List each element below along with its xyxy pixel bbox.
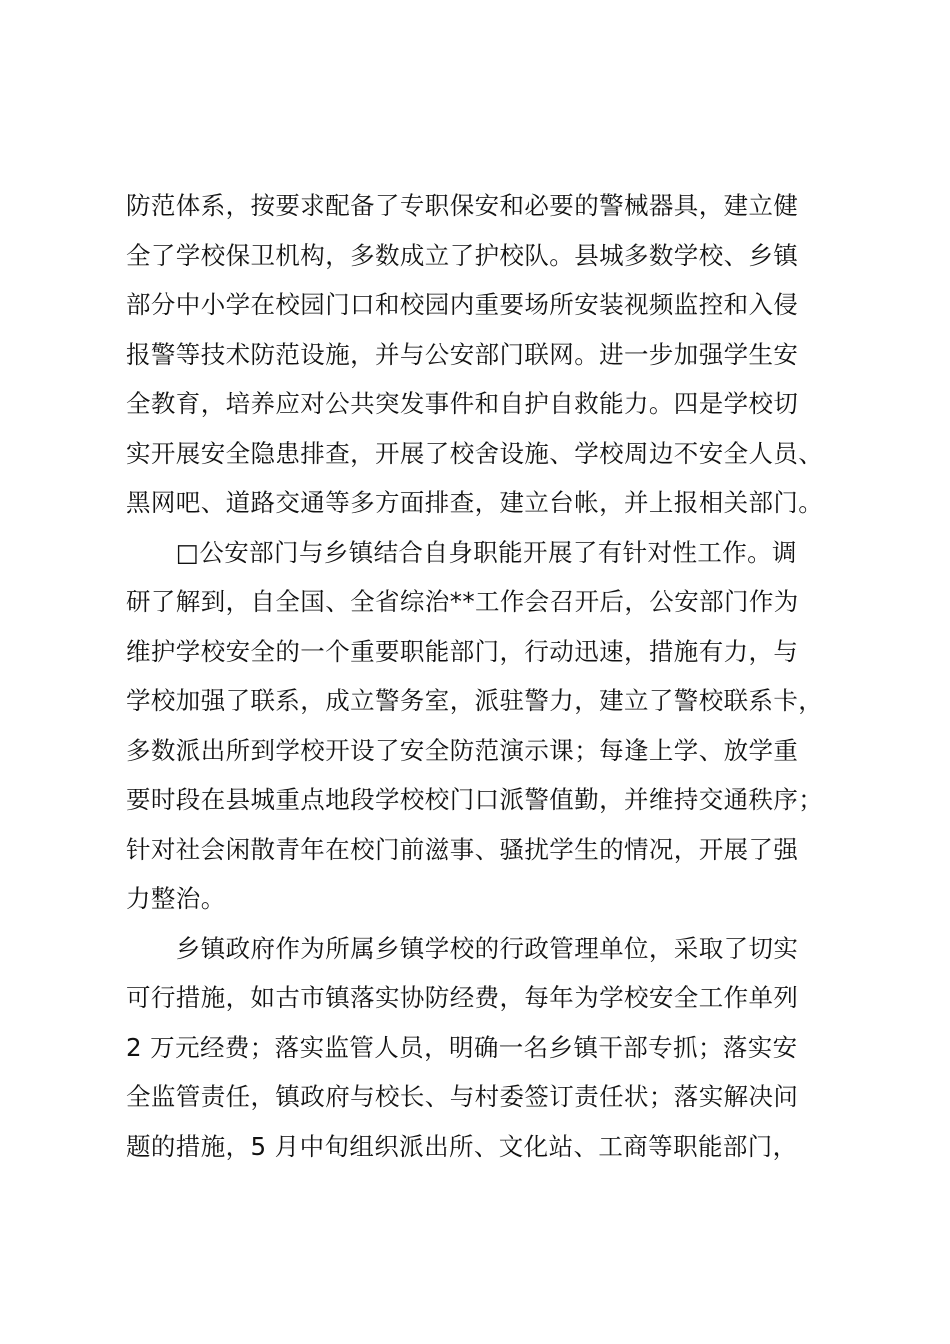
text-line: 针对社会闲散青年在校门前滋事、骚扰学生的情况，开展了强: [126, 834, 799, 864]
text-line: 黑网吧、道路交通等多方面排查，建立台帐，并上报相关部门。: [126, 488, 824, 517]
text-line: 力整治。: [126, 884, 226, 913]
text-line: 全了学校保卫机构，多数成立了护校队。县城多数学校、乡镇: [126, 240, 799, 270]
text-line: 全监管责任，镇政府与校长、与村委签订责任状；落实解决问: [126, 1082, 799, 1111]
text-line: 乡镇政府作为所属乡镇学校的行政管理单位，采取了切实: [126, 933, 799, 963]
text-line: 维护学校安全的一个重要职能部门，行动迅速，措施有力，与: [126, 636, 799, 666]
text-line: 防范体系，按要求配备了专职保安和必要的警械器具，建立健: [126, 191, 799, 220]
text-line: 2 万元经费；落实监管人员，明确一名乡镇干部专抓；落实安: [126, 1032, 798, 1062]
text-line: 报警等技术防范设施，并与公安部门联网。进一步加强学生安: [126, 339, 799, 369]
text-line: 要时段在县城重点地段学校校门口派警值勤，并维持交通秩序；: [126, 785, 824, 814]
text-line: 实开展安全隐患排查，开展了校舍设施、学校周边不安全人员、: [126, 438, 824, 468]
document-body: [126, 181, 861, 1171]
text-line: 可行措施，如古市镇落实协防经费，每年为学校安全工作单列: [126, 983, 799, 1012]
text-line: 学校加强了联系，成立警务室，派驻警力，建立了警校联系卡，: [126, 686, 824, 715]
text-line: 全教育，培养应对公共突发事件和自护自救能力。四是学校切: [126, 389, 799, 418]
text-line: 多数派出所到学校开设了安全防范演示课；每逢上学、放学重: [126, 735, 799, 765]
text-line: □公安部门与乡镇结合自身职能开展了有针对性工作。调: [126, 537, 797, 567]
text-line: 研了解到，自全国、全省综治**工作会召开后，公安部门作为: [126, 587, 799, 616]
text-line: 题的措施，5 月中旬组织派出所、文化站、工商等职能部门，: [126, 1131, 798, 1161]
text-line: 部分中小学在校园门口和校园内重要场所安装视频监控和入侵: [126, 290, 799, 319]
